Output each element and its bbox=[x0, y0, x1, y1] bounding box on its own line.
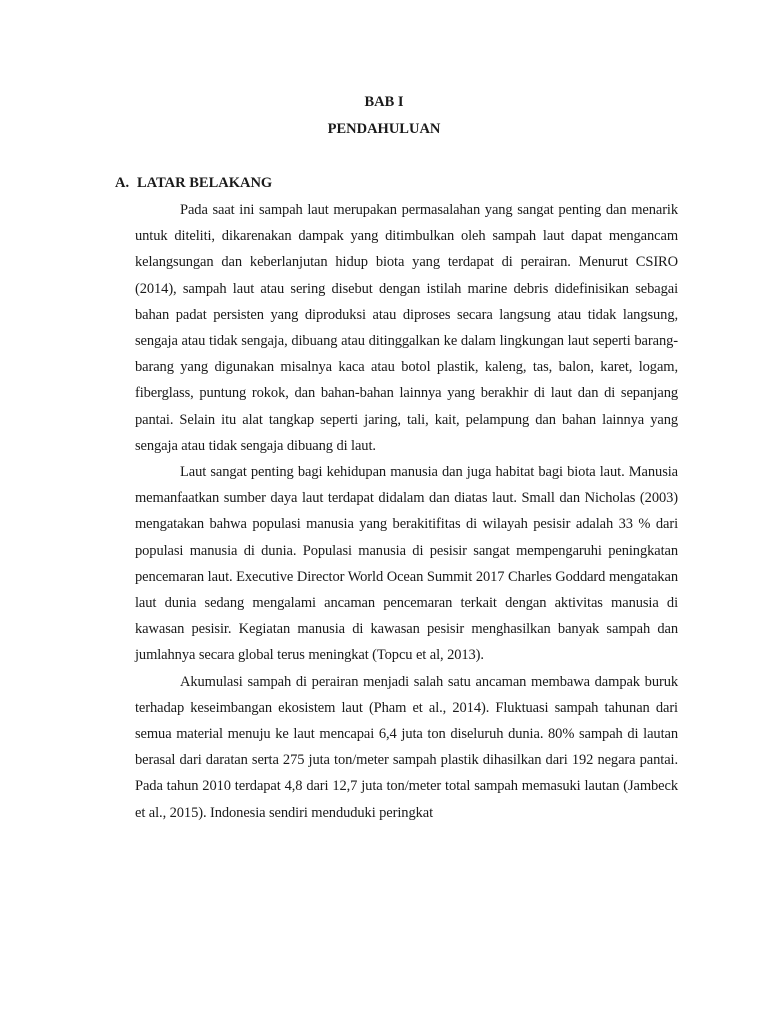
body-text bbox=[135, 197, 678, 826]
paragraph-1: Pada saat ini sampah laut merupakan permasalahan yang sangat penting dan menarik untuk diteliti, dikarenakan dampak yang ditimbulkan oleh sampah laut dapat mengancam kelangsungan dan keberlanjutan hidup biota yang terdapat di perairan. Menurut CSIRO (2014), sampah laut atau sering disebut dengan istilah marine debris didefinisikan sebagai bahan padat persisten yang diproduksi atau diproses secara langsung atau tidak langsung, sengaja atau tidak sengaja, dibuang atau ditinggalkan ke dalam lingkungan laut seperti barang-barang yang digunakan misalnya kaca atau botol plastik, kaleng, tas, balon, karet, logam, fiberglass, puntung rokok, dan bahan-bahan lainnya yang berakhir di laut dan di sepanjang pantai. Selain itu alat tangkap seperti jaring, tali, kait, pelampung dan bahan lainnya yang sengaja atau tidak sengaja dibuang di laut. bbox=[135, 202, 678, 454]
chapter-number: BAB I bbox=[364, 94, 404, 110]
paragraph-3: Akumulasi sampah di perairan menjadi salah satu ancaman membawa dampak buruk terhadap keseimbangan ekosistem laut (Pham et al., 2014). Fluktuasi sampah tahunan dari semua material menuju ke laut mencapai 6,4 juta ton diseluruh dunia. 80% sampah di lautan berasal dari daratan serta 275 juta ton/meter sampah plastik dihasilkan dari 192 negara pantai. Pada tahun 2010 terdapat 4,8 dari 12,7 juta ton/meter total sampah memasuki lautan (Jambeck et al., 2015). Indonesia sendiri menduduki peringkat bbox=[135, 673, 678, 821]
section-title: LATAR BELAKANG bbox=[137, 175, 273, 191]
chapter-title: PENDAHULUAN bbox=[327, 121, 441, 137]
section-heading bbox=[115, 173, 272, 193]
paragraph-2: Laut sangat penting bagi kehidupan manusia dan juga habitat bagi biota laut. Manusia memanfaatkan sumber daya laut terdapat didalam dan diatas laut. Small dan Nicholas (2003) mengatakan bahwa populasi manusia yang berakitifitas di wilayah pesisir adalah 33 % dari populasi manusia di dunia. Populasi manusia di pesisir sangat mempengaruhi peningkatan pencemaran laut. Executive Director World Ocean Summit 2017 Charles Goddard mengatakan laut dunia sedang mengalami ancaman pencemaran terkait dengan aktivitas manusia di kawasan pesisir. Kegiatan manusia di kawasan pesisir menghasilkan banyak sampah dan jumlahnya secara global terus meningkat (Topcu et al, 2013). bbox=[135, 464, 678, 664]
section-letter: A. bbox=[115, 175, 130, 191]
